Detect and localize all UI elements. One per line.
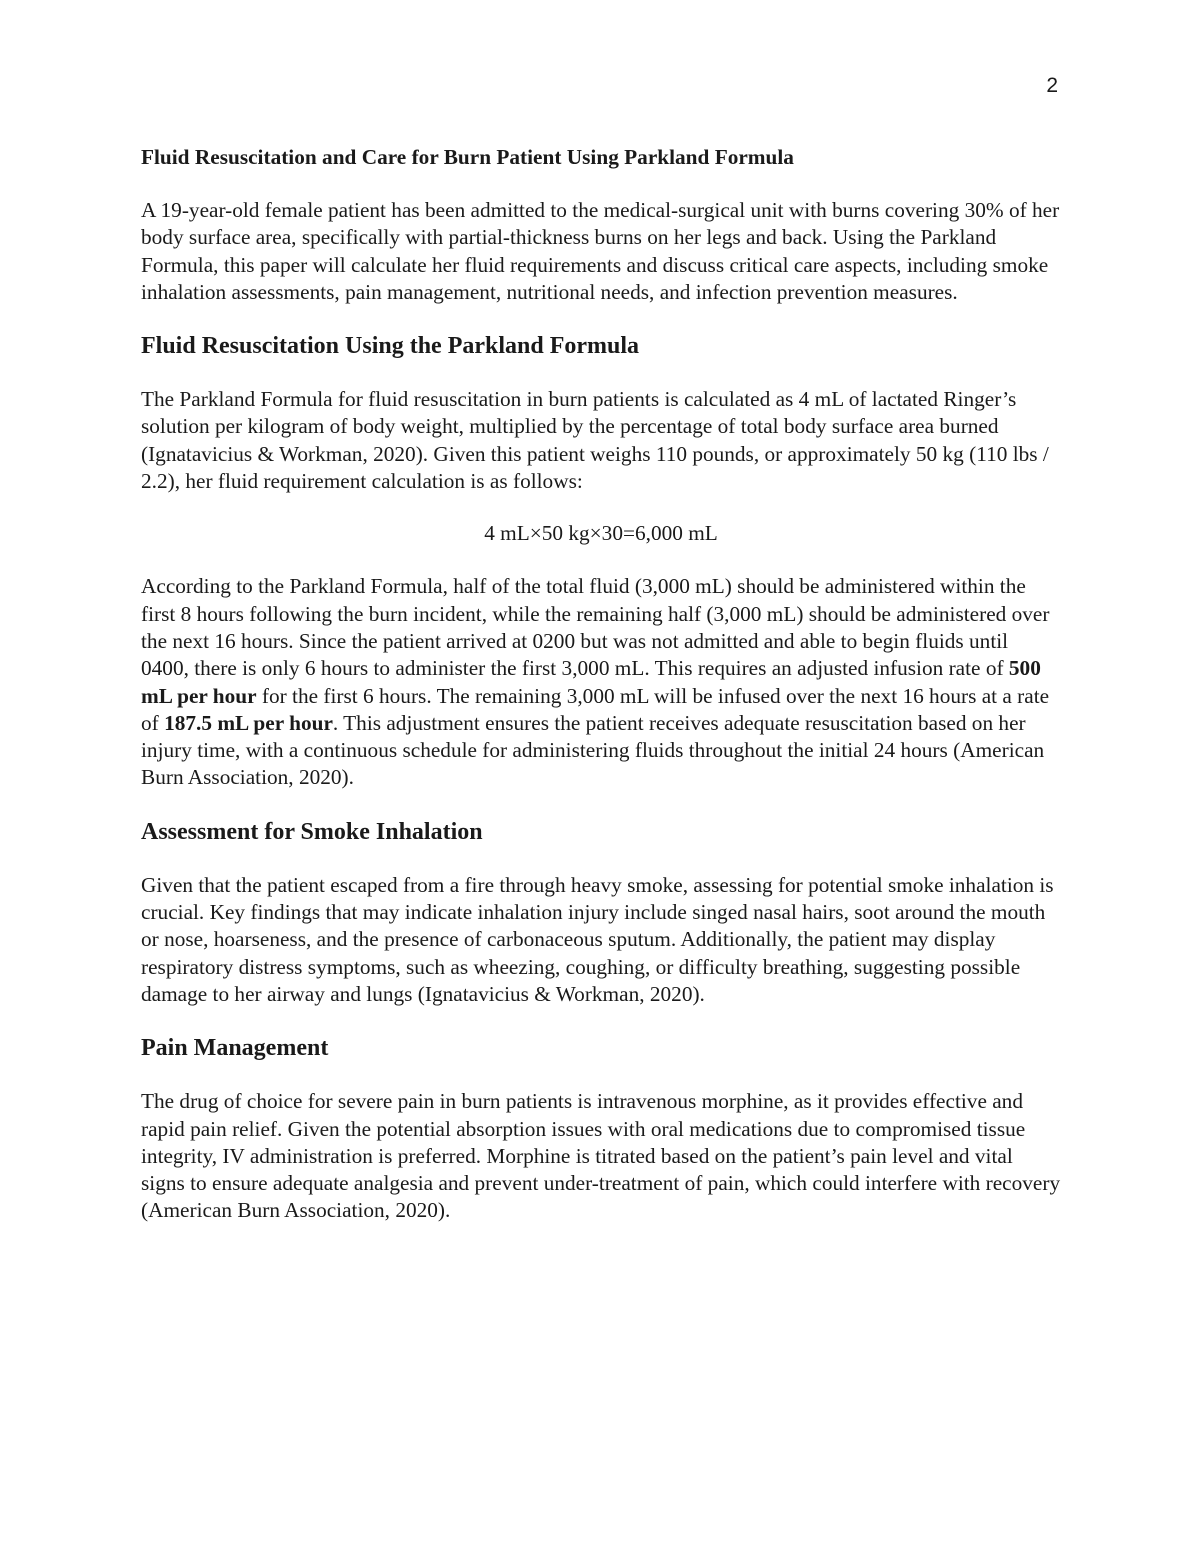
smoke-inhalation-paragraph: Given that the patient escaped from a fire through heavy smoke, assessing for potential smoke inhalation is crucial. Key findings that may indicate inhalation injury include singed nasal hairs, soot around the mouth or nose, hoarseness, and the presence of carbonaceous sputum. Additionally, the patient may display respiratory distress symptoms, such as wheezing, coughing, or difficulty breathing, suggesting possible damage to her airway and lungs (Ignatavicius & Workman, 2020). (141, 872, 1054, 1006)
first-rate-bold: 500 mL per hour (141, 656, 1041, 708)
page-number: 2 (1046, 74, 1058, 97)
infusion-text-part-3: . This adjustment ensures the patient receives adequate resuscitation based on her injury time, with a continuous schedule for administering fluids throughout the initial 24 hours (American Burn Association, 2020). (141, 710, 1045, 790)
infusion-text-part-1: According to the Parkland Formula, half of the total fluid (3,000 mL) should be administered within the first 8 hours following the burn incident, while the remaining half (3,000 mL) should be administered over the next 16 hours. Since the patient arrived at 0200 but was not admitted and able to begin fluids until 0400, there is only 6 hours to administer the first 3,000 mL. This requires an adjusted infusion rate of (141, 574, 1050, 681)
second-rate-bold: 187.5 mL per hour (164, 710, 333, 735)
document-title: Fluid Resuscitation and Care for Burn Patient Using Parkland Formula (141, 145, 794, 169)
pain-management-paragraph: The drug of choice for severe pain in burn patients is intravenous morphine, as it provides effective and rapid pain relief. Given the potential absorption issues with oral medications due to compromised tissue integrity, IV administration is preferred. Morphine is titrated based on the patient’s pain level and vital signs to ensure adequate analgesia and prevent under-treatment of pain, which could interfere with recovery (American Burn Association, 2020). (141, 1089, 1061, 1223)
section-heading-fluid-resuscitation: Fluid Resuscitation Using the Parkland Formula (141, 333, 640, 360)
section-heading-smoke-inhalation: Assessment for Smoke Inhalation (141, 818, 483, 845)
document-body (141, 142, 1061, 1225)
parkland-formula-paragraph: The Parkland Formula for fluid resuscitation in burn patients is calculated as 4 mL of lactated Ringer’s solution per kilogram of body weight, multiplied by the percentage of total body surface area burned (Ignatavicius & Workman, 2020). Given this patient weighs 110 pounds, or approximately 50 kg (110 lbs / 2.2), her fluid requirement calculation is as follows: (141, 387, 1049, 494)
infusion-text-part-2: for the first 6 hours. The remaining 3,000 mL will be infused over the next 16 hours at a rate of (141, 683, 1050, 735)
infusion-rate-paragraph (141, 573, 1061, 791)
formula-equation: 4 mL×50 kg×30=6,000 mL (484, 521, 718, 546)
section-heading-pain-management: Pain Management (141, 1035, 329, 1062)
intro-paragraph: A 19-year-old female patient has been admitted to the medical-surgical unit with burns covering 30% of her body surface area, specifically with partial-thickness burns on her legs and back. Using the Parkland Formula, this paper will calculate her fluid requirements and discuss critical care aspects, including smoke inhalation assessments, pain management, nutritional needs, and infection prevention measures. (141, 198, 1060, 304)
